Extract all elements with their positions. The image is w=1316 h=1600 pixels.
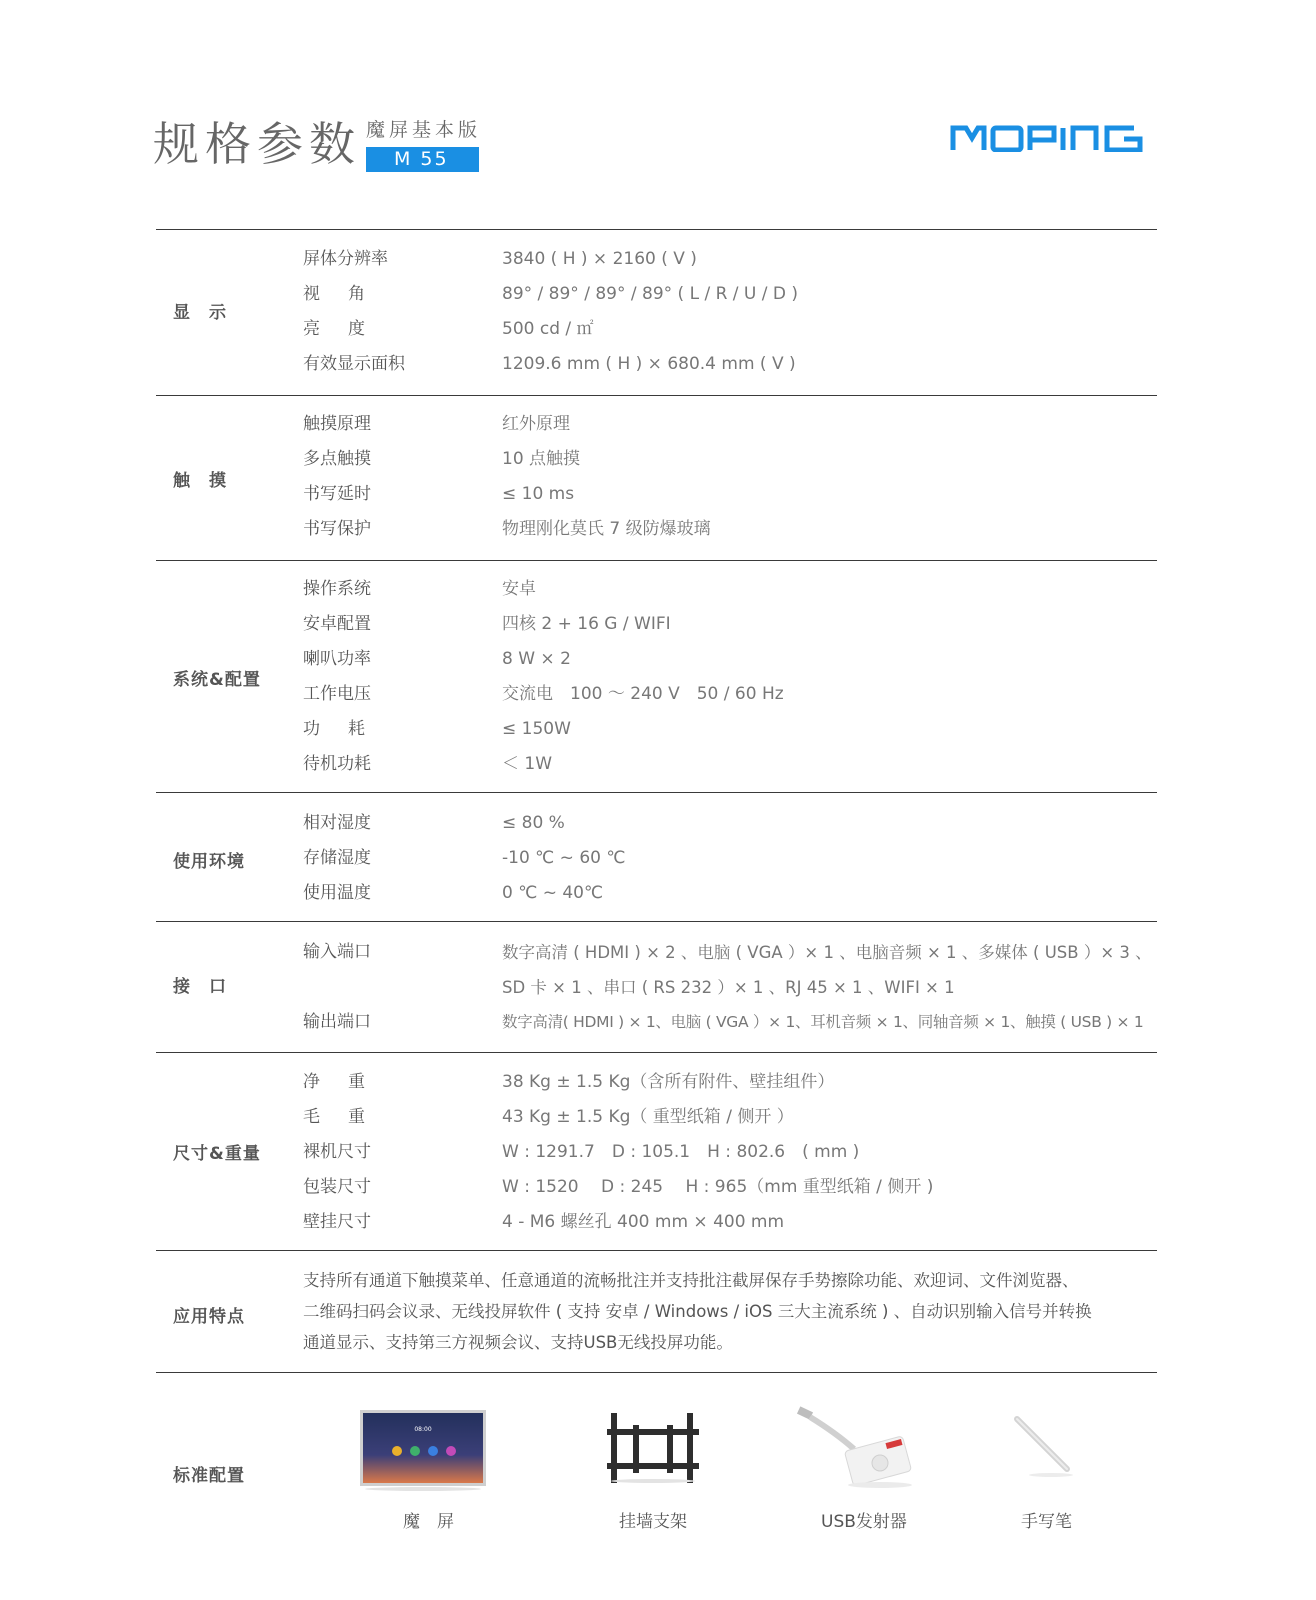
model-badge: M 55 bbox=[366, 147, 479, 172]
spec-value: ≤ 80 % bbox=[502, 813, 565, 833]
spec-row bbox=[156, 607, 1157, 642]
spec-row bbox=[156, 935, 1157, 970]
spec-row bbox=[156, 806, 1157, 841]
spec-label: 毛重 bbox=[303, 1107, 393, 1127]
section-title: 触 摸 bbox=[173, 471, 227, 491]
spec-value: 38 Kg ± 1.5 Kg（含所有附件、壁挂组件） bbox=[502, 1072, 835, 1092]
spec-row bbox=[156, 242, 1157, 277]
moping-logo bbox=[950, 124, 1146, 152]
section-size-weight bbox=[156, 1052, 1157, 1250]
spec-row bbox=[156, 512, 1157, 547]
section-standard-config bbox=[156, 1372, 1157, 1592]
spec-label: 亮度 bbox=[303, 319, 393, 339]
spec-label: 裸机尺寸 bbox=[303, 1142, 371, 1162]
spec-value: ≤ 150W bbox=[502, 719, 571, 739]
spec-value: 红外原理 bbox=[502, 414, 570, 434]
spec-row bbox=[156, 477, 1157, 512]
spec-row bbox=[156, 347, 1157, 382]
accessory-caption: 魔 屏 bbox=[403, 1512, 454, 1532]
section-title: 系统&配置 bbox=[173, 670, 261, 690]
wall-mount-icon bbox=[605, 1413, 701, 1483]
spec-row bbox=[156, 841, 1157, 876]
features-line: 支持所有通道下触摸菜单、任意通道的流畅批注并支持批注截屏保存手势擦除功能、欢迎词、文件浏览器、 bbox=[303, 1271, 1079, 1290]
spec-value: W : 1520 D : 245 H : 965（mm 重型纸箱 / 侧开 ) bbox=[502, 1177, 934, 1197]
spec-value: 数字高清( HDMI ) × 1、电脑 ( VGA ）× 1、耳机音频 × 1、同轴音频 × 1、触摸 ( USB ) × 1 bbox=[502, 1013, 1144, 1031]
spec-label: 书写延时 bbox=[303, 484, 371, 504]
spec-label: 操作系统 bbox=[303, 579, 371, 599]
spec-label: 视角 bbox=[303, 284, 393, 304]
section-title: 应用特点 bbox=[173, 1307, 245, 1327]
spec-row bbox=[156, 1005, 1157, 1040]
spec-value: 交流电 100 ～ 240 V 50 / 60 Hz bbox=[502, 684, 784, 704]
section-system bbox=[156, 560, 1157, 792]
spec-label: 工作电压 bbox=[303, 684, 371, 704]
section-title: 标准配置 bbox=[173, 1466, 245, 1486]
spec-label: 净重 bbox=[303, 1072, 393, 1092]
section-title: 显 示 bbox=[173, 303, 227, 323]
section-title: 接 口 bbox=[173, 977, 227, 997]
section-touch bbox=[156, 395, 1157, 560]
features-line: 通道显示、支持第三方视频会议、支持USB无线投屏功能。 bbox=[303, 1333, 733, 1352]
spec-label: 使用温度 bbox=[303, 883, 371, 903]
spec-row bbox=[156, 1205, 1157, 1240]
spec-row bbox=[156, 712, 1157, 747]
spec-row bbox=[156, 1100, 1157, 1135]
spec-value: 四核 2 + 16 G / WIFI bbox=[502, 614, 671, 634]
spec-value: 数字高清 ( HDMI ) × 2 、电脑 ( VGA ）× 1 、电脑音频 × 1 、多媒体 ( USB ）× 3 、 bbox=[502, 943, 1152, 962]
spec-row bbox=[156, 1170, 1157, 1205]
spec-value: 安卓 bbox=[502, 579, 536, 599]
section-display bbox=[156, 229, 1157, 395]
spec-value: 3840 ( H ) × 2160 ( V ) bbox=[502, 249, 697, 269]
spec-label: 壁挂尺寸 bbox=[303, 1212, 371, 1232]
spec-row bbox=[156, 876, 1157, 911]
spec-row bbox=[156, 1135, 1157, 1170]
stylus-icon bbox=[1011, 1415, 1081, 1479]
page-header bbox=[0, 0, 1316, 230]
section-environment bbox=[156, 792, 1157, 921]
spec-label: 喇叭功率 bbox=[303, 649, 371, 669]
spec-row bbox=[156, 407, 1157, 442]
accessory-caption: 挂墙支架 bbox=[619, 1512, 687, 1532]
spec-value: 4 - M6 螺丝孔 400 mm × 400 mm bbox=[502, 1212, 785, 1232]
spec-value: -10 ℃ ~ 60 ℃ bbox=[502, 848, 626, 868]
spec-value: ≤ 10 ms bbox=[502, 484, 575, 504]
spec-value: ＜ 1W bbox=[502, 754, 553, 774]
spec-row bbox=[156, 572, 1157, 607]
usb-transmitter-icon bbox=[796, 1403, 920, 1493]
spec-row bbox=[156, 747, 1157, 782]
spec-value: 89° / 89° / 89° / 89° ( L / R / U / D ) bbox=[502, 284, 799, 304]
spec-label: 相对湿度 bbox=[303, 813, 371, 833]
spec-label: 功耗 bbox=[303, 719, 393, 739]
features-paragraph bbox=[303, 1265, 1153, 1358]
spec-label: 有效显示面积 bbox=[303, 354, 405, 374]
spec-value: SD 卡 × 1 、串口 ( RS 232 ）× 1 、RJ 45 × 1 、WIFI × 1 bbox=[502, 978, 955, 997]
smart-screen-icon bbox=[359, 1409, 487, 1491]
section-title: 使用环境 bbox=[173, 852, 245, 872]
spec-value: 43 Kg ± 1.5 Kg（ 重型纸箱 / 侧开 ） bbox=[502, 1107, 794, 1127]
spec-value: 0 ℃ ~ 40℃ bbox=[502, 883, 604, 903]
spec-label: 包装尺寸 bbox=[303, 1177, 371, 1197]
spec-row bbox=[156, 277, 1157, 312]
spec-value: 1209.6 mm ( H ) × 680.4 mm ( V ) bbox=[502, 354, 796, 374]
accessory-caption: 手写笔 bbox=[1021, 1512, 1072, 1532]
spec-value: 10 点触摸 bbox=[502, 449, 581, 469]
edition-label: 魔屏基本版 bbox=[366, 119, 482, 141]
spec-label: 输入端口 bbox=[303, 942, 371, 962]
section-features bbox=[156, 1250, 1157, 1372]
spec-row bbox=[156, 970, 1157, 1005]
spec-value: W : 1291.7 D : 105.1 H : 802.6 ( mm ) bbox=[502, 1142, 860, 1162]
spec-value: 8 W × 2 bbox=[502, 649, 571, 669]
section-title: 尺寸&重量 bbox=[173, 1144, 261, 1164]
features-line: 二维码扫码会议录、无线投屏软件 ( 支持 安卓 / Windows / iOS 三大主流系统 ) 、自动识别输入信号并转换 bbox=[303, 1302, 1092, 1321]
spec-label: 待机功耗 bbox=[303, 754, 371, 774]
spec-label: 触摸原理 bbox=[303, 414, 371, 434]
spec-value: 500 cd / ㎡ bbox=[502, 319, 594, 339]
spec-label: 安卓配置 bbox=[303, 614, 371, 634]
spec-label: 多点触摸 bbox=[303, 449, 371, 469]
spec-label: 输出端口 bbox=[303, 1012, 371, 1032]
spec-row bbox=[156, 312, 1157, 347]
accessory-caption: USB发射器 bbox=[821, 1512, 907, 1532]
spec-row bbox=[156, 642, 1157, 677]
spec-label: 书写保护 bbox=[303, 519, 371, 539]
spec-label: 存储湿度 bbox=[303, 848, 371, 868]
spec-label: 屏体分辨率 bbox=[303, 249, 388, 269]
spec-row bbox=[156, 442, 1157, 477]
spec-value: 物理刚化莫氏 7 级防爆玻璃 bbox=[502, 519, 711, 539]
svg-text:08:00: 08:00 bbox=[414, 1426, 432, 1433]
section-ports bbox=[156, 921, 1157, 1052]
spec-row bbox=[156, 1065, 1157, 1100]
page-title: 规格参数 bbox=[153, 117, 361, 171]
spec-row bbox=[156, 677, 1157, 712]
